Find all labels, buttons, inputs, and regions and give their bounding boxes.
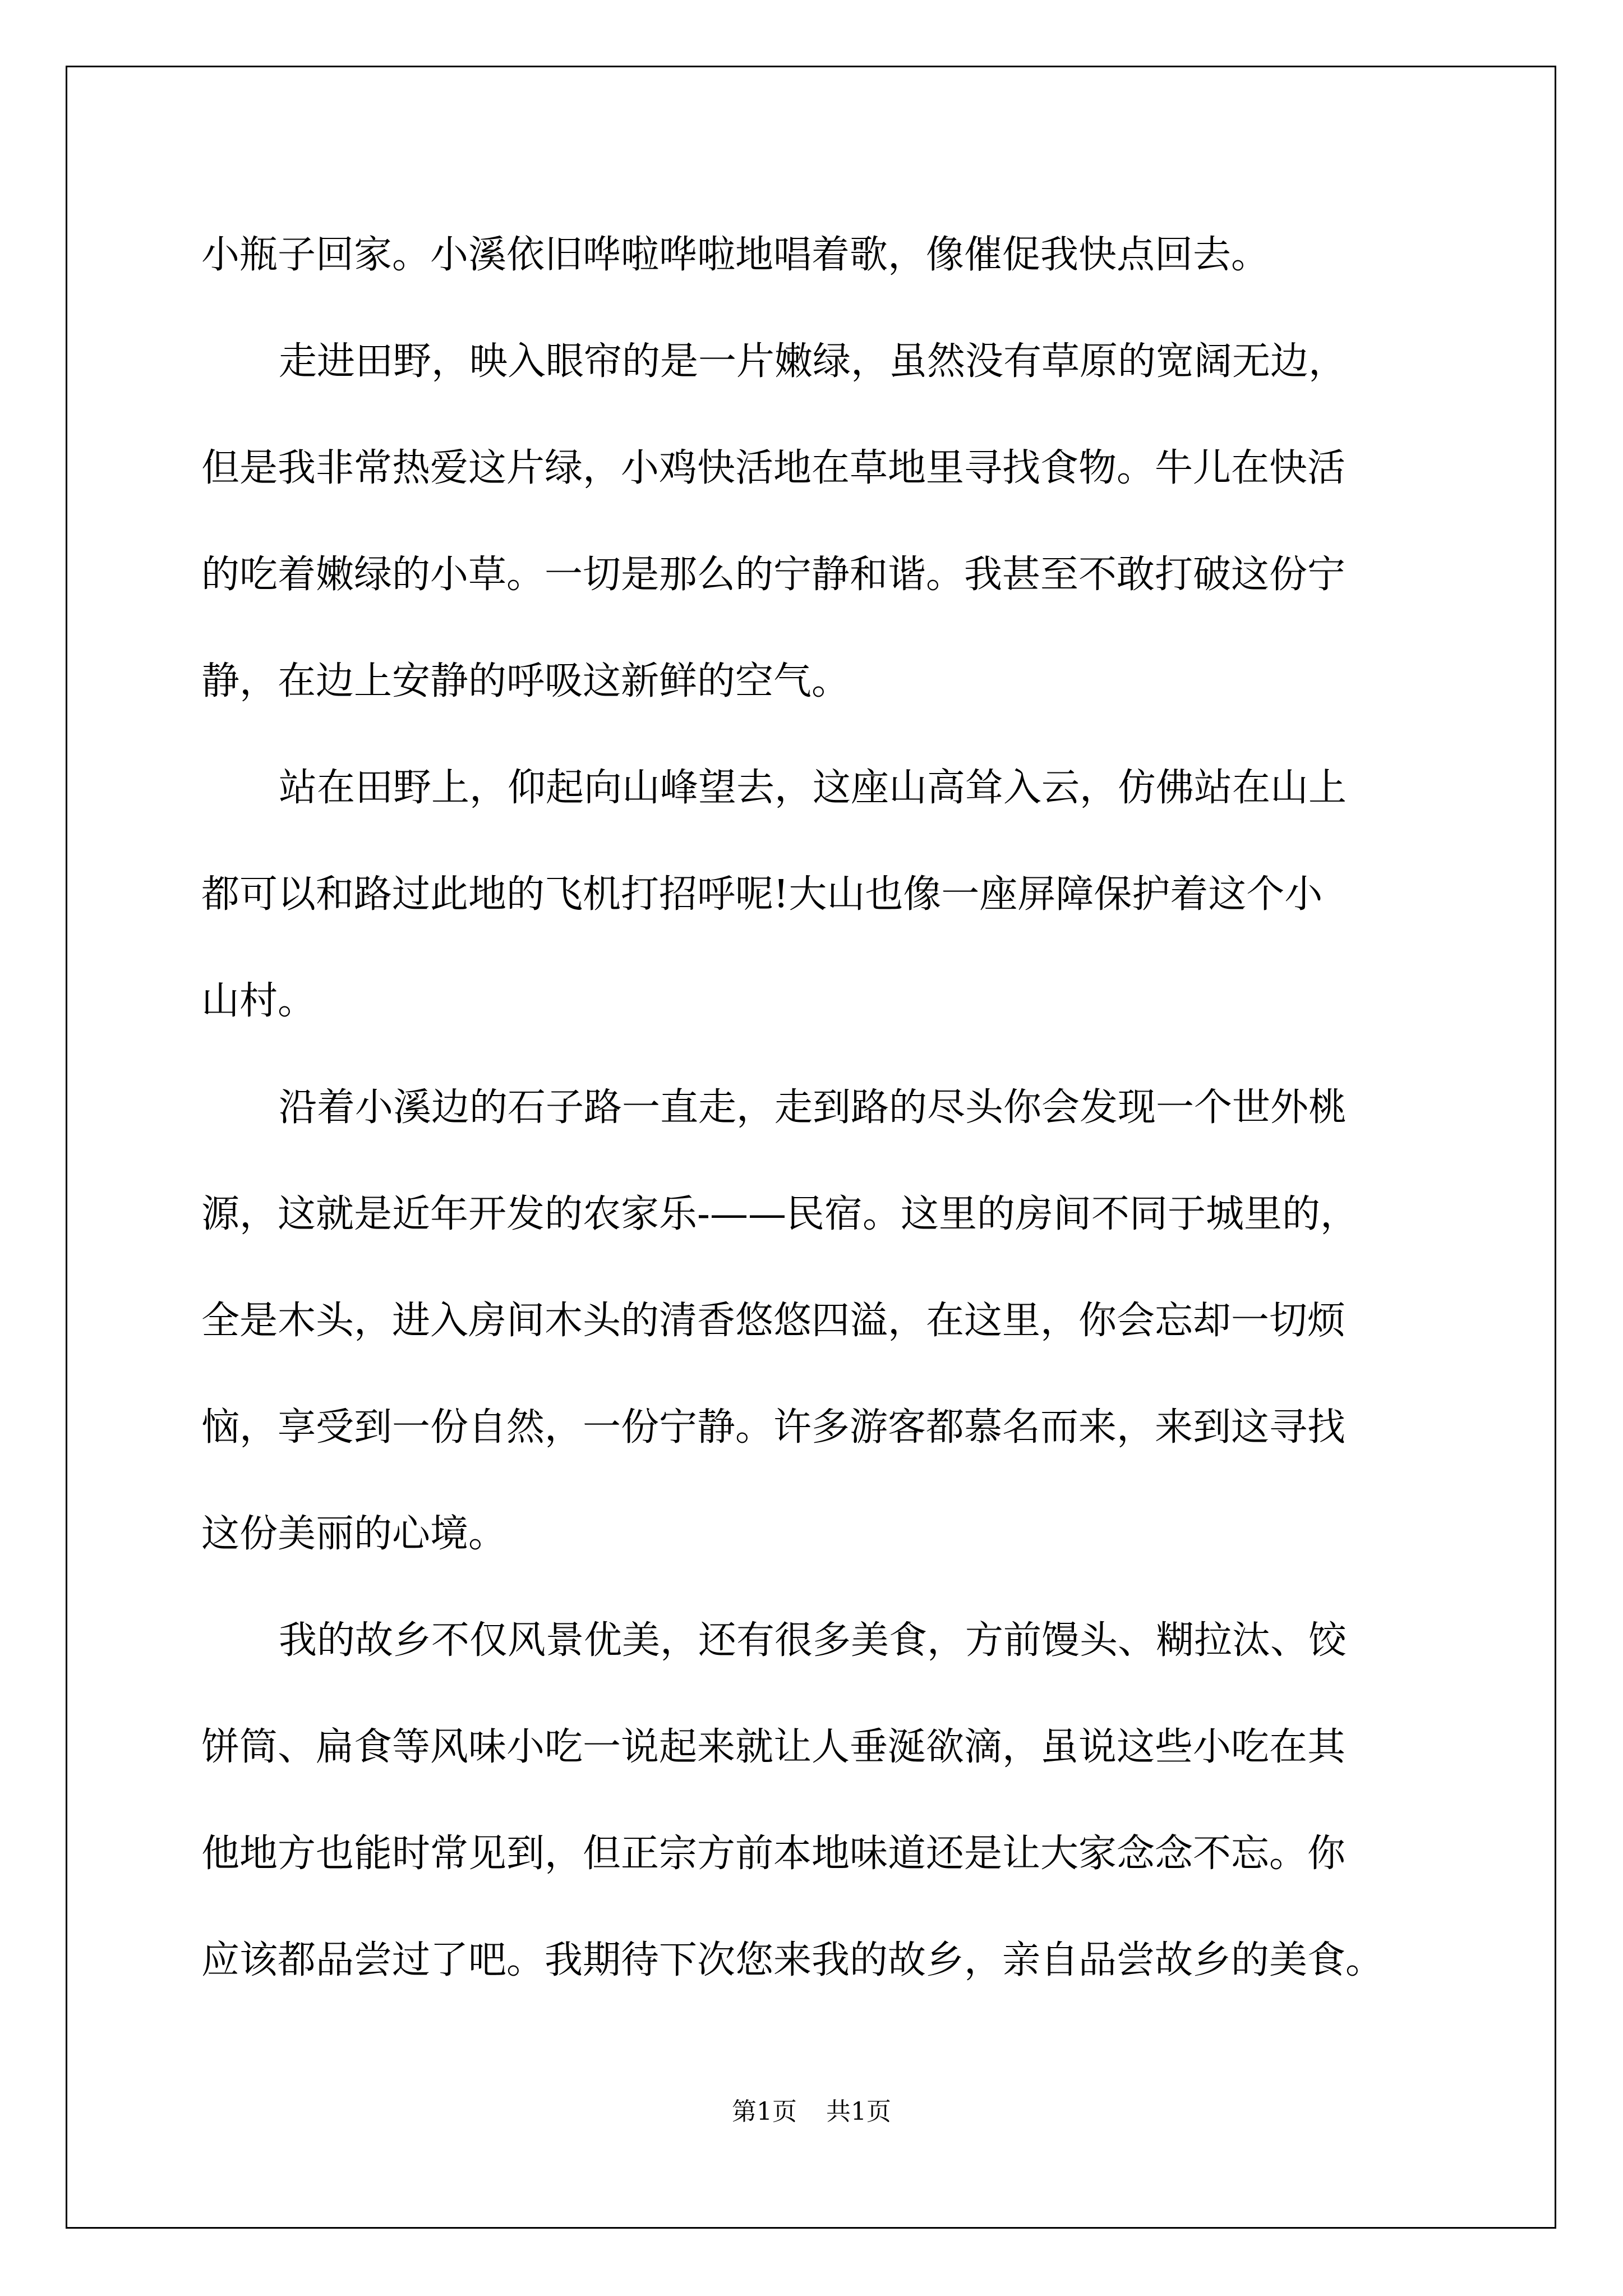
text-line: 他地方也能时常见到，但正宗方前本地味道还是让大家念念不忘。你 bbox=[201, 1832, 1346, 1876]
document-body bbox=[201, 202, 1438, 2014]
text-line: 站在田野上，仰起向山峰望去，这座山高耸入云，仿佛站在山上 bbox=[279, 766, 1347, 810]
text-line: 饼筒、扁食等风味小吃一说起来就让人垂涎欲滴，虽说这些小吃在其 bbox=[201, 1725, 1346, 1769]
page-number: 第1页 bbox=[732, 2097, 797, 2126]
text-line: 山村。 bbox=[201, 979, 316, 1023]
text-line: 应该都品尝过了吧。我期待下次您来我的故乡，亲自品尝故乡的美食。 bbox=[201, 1938, 1384, 1982]
text-line: 走进田野，映入眼帘的是一片嫩绿，虽然没有草原的宽阔无边， bbox=[279, 339, 1347, 384]
text-line: 都可以和路过此地的飞机打招呼呢!大山也像一座屏障保护着这个小 bbox=[201, 872, 1323, 917]
text-line: 小瓶子回家。小溪依旧哗啦哗啦地唱着歌，像催促我快点回去。 bbox=[201, 233, 1270, 277]
text-line: 这份美丽的心境。 bbox=[201, 1512, 507, 1556]
text-line: 源，这就是近年开发的农家乐-——民宿。这里的房间不同于城里的， bbox=[201, 1192, 1358, 1236]
text-line: 但是我非常热爱这片绿，小鸡快活地在草地里寻找食物。牛儿在快活 bbox=[201, 446, 1346, 490]
text-line: 全是木头，进入房间木头的清香悠悠四溢，在这里，你会忘却一切烦 bbox=[201, 1299, 1346, 1343]
text-line: 的吃着嫩绿的小草。一切是那么的宁静和谐。我甚至不敢打破这份宁 bbox=[201, 553, 1346, 597]
text-line: 我的故乡不仅风景优美，还有很多美食，方前馒头、糊拉汰、饺 bbox=[279, 1618, 1347, 1663]
text-line: 沿着小溪边的石子路一直走，走到路的尽头你会发现一个世外桃 bbox=[279, 1085, 1347, 1130]
page-footer bbox=[0, 2095, 1623, 2129]
text-line: 静，在边上安静的呼吸这新鲜的空气。 bbox=[201, 659, 850, 703]
page-total: 共1页 bbox=[826, 2097, 891, 2126]
text-line: 恼，享受到一份自然，一份宁静。许多游客都慕名而来，来到这寻找 bbox=[201, 1405, 1346, 1450]
